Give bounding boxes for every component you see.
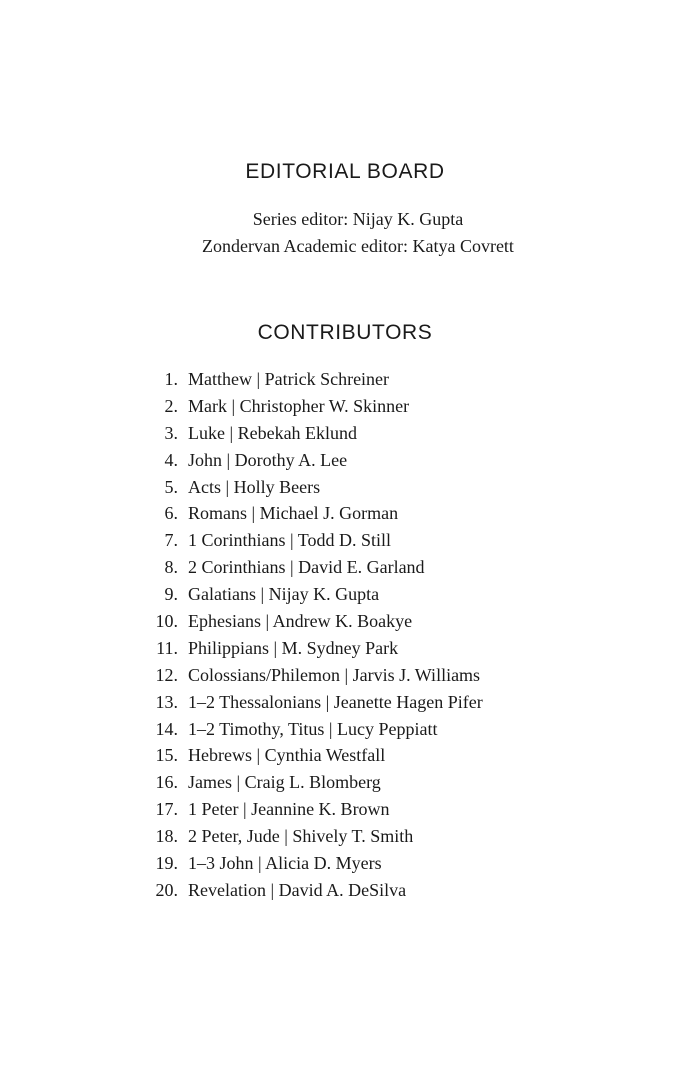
list-item (140, 635, 483, 662)
list-item-entry: Matthew | Patrick Schreiner (188, 368, 390, 389)
list-item-entry: Acts | Holly Beers (188, 476, 321, 497)
list-item (140, 850, 483, 877)
list-item-entry: 1 Corinthians | Todd D. Still (188, 530, 392, 551)
list-item (140, 474, 483, 501)
list-item-entry: 1–2 Thessalonians | Jeanette Hagen Pifer (188, 691, 483, 712)
list-item-number: 16. (155, 772, 178, 793)
list-item-number: 19. (155, 852, 178, 873)
list-item-number: 6. (164, 503, 178, 524)
list-item-entry: Romans | Michael J. Gorman (188, 503, 399, 524)
list-item (140, 420, 483, 447)
list-item (140, 581, 483, 608)
list-item-entry: Mark | Christopher W. Skinner (188, 395, 410, 416)
list-item (140, 527, 483, 554)
list-item (140, 662, 483, 689)
list-item (140, 716, 483, 743)
list-item-entry: Hebrews | Cynthia Westfall (188, 745, 386, 766)
list-item-number: 11. (156, 637, 178, 658)
list-item (140, 500, 483, 527)
list-item-entry: 1–2 Timothy, Titus | Lucy Peppiatt (188, 718, 438, 739)
list-item (140, 689, 483, 716)
list-item-entry: Philippians | M. Sydney Park (188, 637, 399, 658)
list-item (140, 796, 483, 823)
list-item-number: 13. (155, 691, 178, 712)
list-item-entry: Colossians/Philemon | Jarvis J. Williams (188, 664, 481, 685)
list-item-number: 12. (155, 664, 178, 685)
contributors-heading: CONTRIBUTORS (257, 321, 433, 344)
list-item-number: 2. (164, 395, 178, 416)
list-item-number: 7. (164, 530, 178, 551)
contributors-list (140, 366, 483, 904)
editorial-board-heading: EDITORIAL BOARD (245, 160, 445, 183)
list-item-number: 20. (155, 879, 178, 900)
list-item-number: 18. (155, 826, 178, 847)
list-item-entry: Luke | Rebekah Eklund (188, 422, 358, 443)
list-item-entry: Revelation | David A. DeSilva (188, 879, 407, 900)
list-item (140, 823, 483, 850)
series-editor-line: Series editor: Nijay K. Gupta (252, 209, 464, 229)
list-item-entry: 2 Peter, Jude | Shively T. Smith (188, 826, 414, 847)
list-item-entry: 1 Peter | Jeannine K. Brown (188, 799, 390, 820)
academic-editor-line: Zondervan Academic editor: Katya Covrett (202, 236, 514, 256)
list-item (140, 554, 483, 581)
list-item-entry: Galatians | Nijay K. Gupta (188, 584, 380, 605)
list-item (140, 366, 483, 393)
list-item-entry: 2 Corinthians | David E. Garland (188, 557, 425, 578)
list-item (140, 393, 483, 420)
list-item-number: 8. (164, 557, 178, 578)
list-item (140, 608, 483, 635)
list-item-entry: James | Craig L. Blomberg (188, 772, 381, 793)
list-item-number: 5. (164, 476, 178, 497)
list-item-number: 14. (155, 718, 178, 739)
list-item-number: 9. (164, 584, 178, 605)
list-item-number: 1. (164, 368, 178, 389)
list-item-entry: Ephesians | Andrew K. Boakye (188, 610, 413, 631)
list-item (140, 769, 483, 796)
list-item (140, 742, 483, 769)
list-item (140, 447, 483, 474)
list-item (140, 877, 483, 904)
list-item-entry: John | Dorothy A. Lee (188, 449, 348, 470)
list-item-entry: 1–3 John | Alicia D. Myers (188, 852, 382, 873)
list-item-number: 10. (155, 610, 178, 631)
list-item-number: 15. (155, 745, 178, 766)
list-item-number: 17. (155, 799, 178, 820)
list-item-number: 3. (164, 422, 178, 443)
list-item-number: 4. (164, 449, 178, 470)
editorial-board-block (0, 206, 700, 260)
